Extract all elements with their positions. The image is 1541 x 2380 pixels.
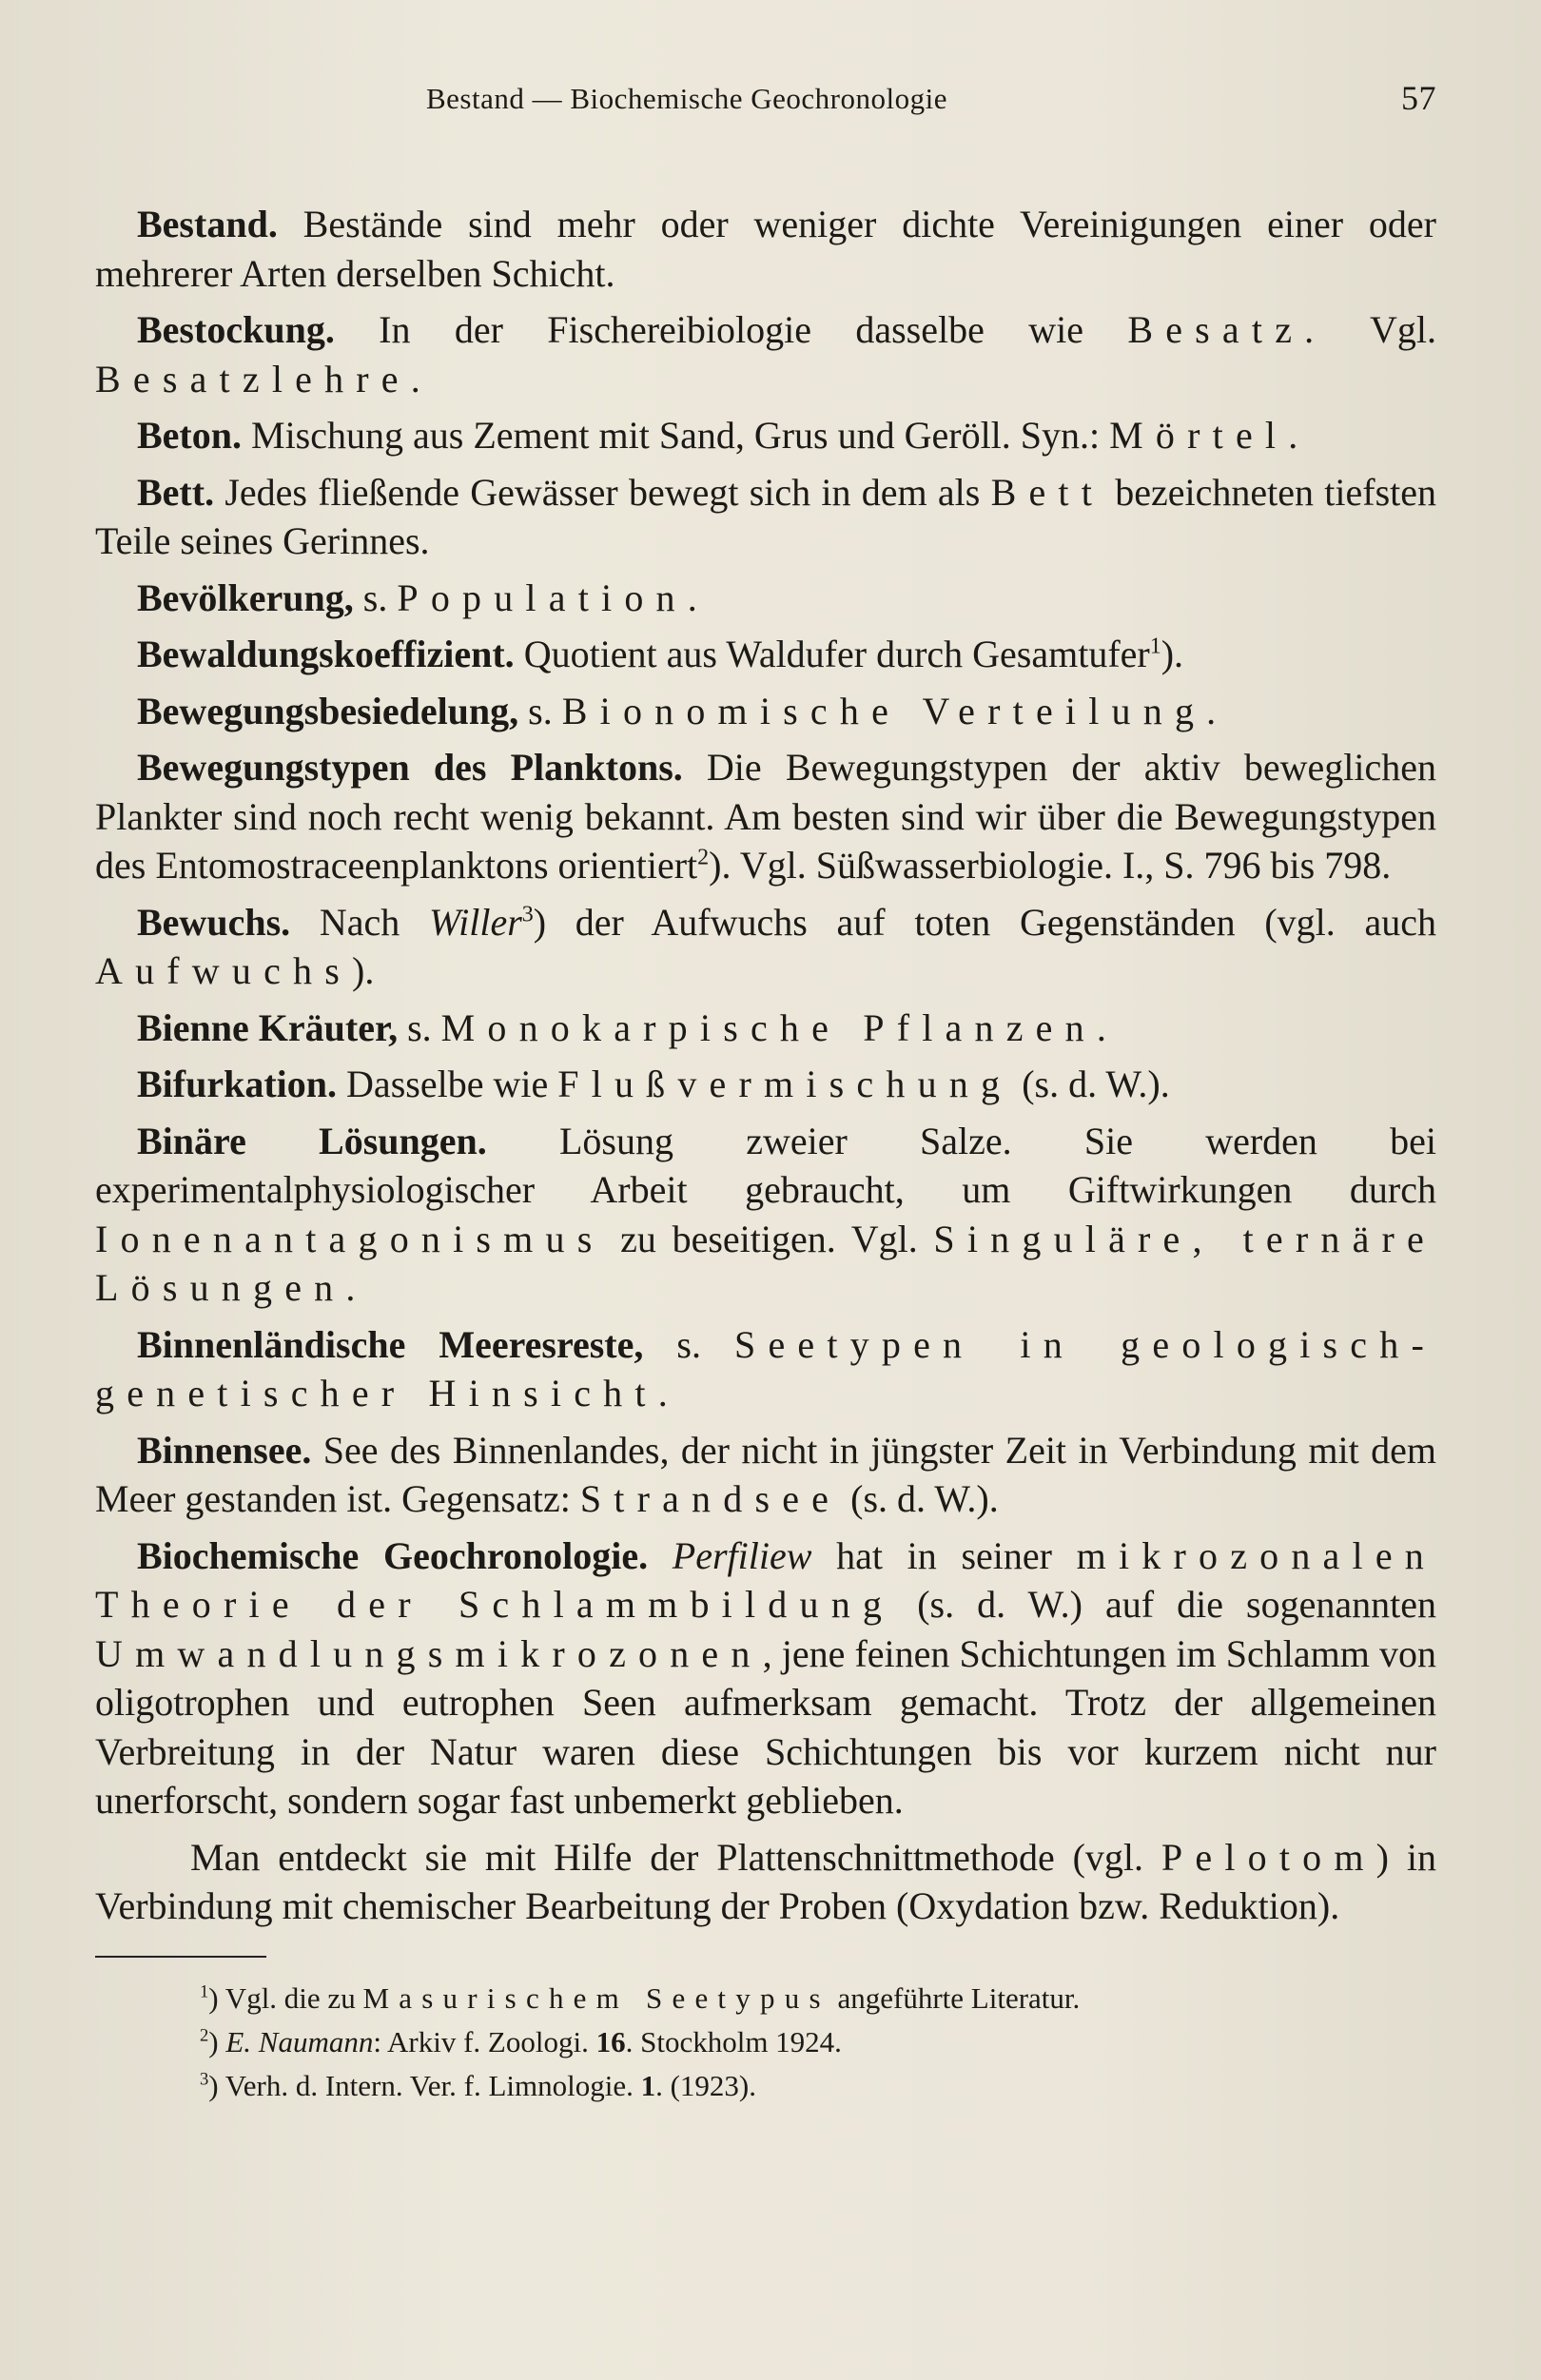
entry-head: Bestockung.: [137, 308, 335, 351]
footnote-mark: 1: [200, 1981, 209, 2002]
author-name: E. Naumann: [225, 2024, 374, 2058]
entry-text: .: [1288, 414, 1298, 457]
entry-head: Bewegungsbesiedelung,: [137, 689, 519, 732]
entry-text: See des Binnenlandes, der nicht in jüngster Zeit in Verbindung mit dem Meer gestanden ist. Gegensatz:: [95, 1428, 1436, 1520]
entry-head: Biochemische Geochronologie.: [137, 1533, 649, 1577]
entry-text: .: [410, 357, 420, 400]
entry-head: Binäre Lösungen.: [137, 1119, 487, 1162]
spaced-term: Mörtel: [1109, 414, 1289, 457]
entry-bestand: [95, 200, 1436, 298]
entry-text: s.: [398, 1005, 441, 1049]
footnote-text: ): [208, 2024, 226, 2058]
entry-bett: [95, 468, 1436, 566]
footnote-text: angeführte Literatur.: [829, 1980, 1081, 2015]
entry-text: s.: [518, 689, 562, 732]
spaced-term: Singuläre, ternäre Lösungen: [95, 1217, 1437, 1309]
entry-head: Bevölkerung,: [137, 575, 354, 619]
entry-head: Bienne Kräuter,: [137, 1005, 399, 1049]
spaced-term: Masurischem Seetypus: [362, 1980, 830, 2015]
entry-text: Mischung aus Zement mit Sand, Grus und Geröll. Syn.:: [242, 414, 1110, 457]
spaced-term: Besatzlehre: [95, 357, 411, 400]
entry-bifurkation: [95, 1060, 1436, 1109]
entry-text: Dasselbe wie: [337, 1063, 558, 1105]
body-paragraph: [95, 1833, 1436, 1931]
spaced-term: Flußvermischung: [557, 1063, 1013, 1105]
entry-text: Vgl.: [1326, 308, 1436, 351]
spaced-term: Seetypen in geologisch-genetischer Hinsicht: [95, 1322, 1436, 1414]
footnote-ref: 3: [521, 902, 534, 927]
spaced-term: Ionenantagonismus: [95, 1217, 605, 1260]
footnote-mark: 3: [200, 2069, 209, 2090]
entry-biochemische-geochronologie: [95, 1531, 1436, 1825]
entry-text: .: [657, 1372, 668, 1414]
entry-head: Bewuchs.: [137, 900, 291, 944]
entry-text: (s. d. W.).: [1012, 1063, 1170, 1105]
entry-text: .: [1096, 1005, 1106, 1049]
entry-text: zu beseitigen. Vgl.: [604, 1217, 934, 1260]
entry-binnensee: [95, 1426, 1436, 1524]
entry-bevoelkerung: [95, 574, 1436, 623]
spaced-term: Bionomische Verteilung: [561, 689, 1207, 732]
footnote-mark: 2: [200, 2025, 209, 2046]
entry-head: Bett.: [137, 470, 215, 514]
entries-body: [95, 200, 1436, 1931]
entry-binnenlaendische-meeresreste: [95, 1320, 1436, 1418]
footnote-text: : Arkiv f. Zoologi.: [373, 2024, 596, 2058]
entry-bewaldungskoeffizient: [95, 630, 1436, 679]
footnote-text: . (1923).: [655, 2068, 757, 2102]
entry-text: s.: [643, 1322, 734, 1366]
entry-head: Bewegungstypen des Planktons.: [137, 746, 683, 789]
entry-head: Binnenländische Meeresreste,: [137, 1322, 644, 1366]
footnotes: [95, 1977, 1436, 2108]
footnote-1: [200, 1977, 1436, 2020]
entry-text: .: [345, 1266, 356, 1309]
entry-text: hat in seiner: [811, 1533, 1077, 1577]
footnote-text: ) Verh. d. Intern. Ver. f. Limnologie.: [208, 2068, 641, 2102]
paragraph-text: ) in Verbindung mit chemischer Bearbeitung der Proben (Oxydation bzw. Reduktion).: [95, 1835, 1436, 1927]
footnote-3: [200, 2064, 1436, 2108]
footnote-text: ) Vgl. die zu: [208, 1980, 363, 2015]
entry-head: Bestand.: [137, 203, 278, 245]
entry-text: [648, 1534, 673, 1577]
entry-text: Jedes fließende Gewässer bewegt sich in dem als: [214, 470, 991, 514]
entry-bewuchs: [95, 898, 1436, 996]
entry-text: Die Bewegungstypen der aktiv beweglichen Plankter sind noch recht wenig bekannt. Am besten sind wir über die Bewegungstypen des Entomostraceenplanktons orientiert: [95, 746, 1437, 887]
footnote-ref: 1: [1149, 634, 1161, 659]
entry-text: ) der Aufwuchs auf toten Gegenständen (vgl. auch: [533, 900, 1436, 944]
entry-head: Binnensee.: [137, 1428, 312, 1472]
entry-text: .: [1206, 689, 1217, 732]
spaced-term: Strandsee: [579, 1477, 842, 1520]
spaced-term: mikrozonalen Theorie der Schlammbildung: [95, 1533, 1436, 1626]
entry-text: bezeichneten tiefsten Teile seines Gerinnes.: [95, 470, 1437, 562]
author-name: Willer: [428, 900, 522, 944]
entry-text: (s. d. W.).: [841, 1477, 999, 1520]
entry-head: Bewaldungskoeffizient.: [137, 633, 515, 675]
author-name: Perfiliew: [672, 1533, 812, 1577]
entry-text: Quotient aus Waldufer durch Gesamtufer: [514, 633, 1150, 675]
entry-text: ).: [1161, 633, 1184, 675]
entry-head: Bifurkation.: [137, 1063, 338, 1105]
entry-bestockung: [95, 305, 1436, 403]
spaced-term: Pelotom: [1161, 1835, 1376, 1879]
spaced-term: Umwandlungsmikrozonen: [95, 1631, 763, 1675]
footnote-rule: [95, 1956, 266, 1958]
entry-bewegungsbesiedelung: [95, 687, 1436, 736]
entry-beton: [95, 411, 1436, 460]
entry-text: Nach: [290, 900, 429, 944]
entry-bewegungstypen: [95, 743, 1436, 890]
entry-binaere-loesungen: [95, 1117, 1436, 1313]
entry-bienne-kraeuter: [95, 1004, 1436, 1053]
entry-text: .: [687, 575, 697, 619]
spaced-term: Besatz.: [1127, 308, 1327, 351]
entry-text: Bestände sind mehr oder weniger dichte Vereinigungen einer oder mehrerer Arten derselben Schicht.: [95, 203, 1436, 295]
spaced-term: Population: [397, 575, 688, 619]
spaced-term: Bett: [990, 470, 1105, 514]
entry-text: Lösung zweier Salze. Sie werden bei experimentalphysiologischer Arbeit gebraucht, um Giftwirkungen durch: [95, 1119, 1436, 1211]
footnote-text: . Stockholm 1924.: [625, 2024, 842, 2058]
entry-head: Beton.: [137, 414, 242, 457]
running-head: [95, 76, 1436, 133]
entry-text: (s. d. W.) auf die sogenannten: [894, 1583, 1436, 1626]
volume-number: 16: [595, 2024, 626, 2058]
spaced-term: Monokarpische Pflanzen: [440, 1005, 1097, 1049]
running-head-title: Bestand — Biochemische Geochronologie: [426, 82, 947, 115]
footnote-ref: 2: [697, 845, 710, 870]
volume-number: 1: [640, 2068, 656, 2102]
paragraph-text: Man entdeckt sie mit Hilfe der Plattenschnittmethode (vgl.: [190, 1835, 1161, 1879]
spaced-term: Aufwuchs: [95, 949, 353, 992]
page-number: 57: [1401, 79, 1436, 117]
footnote-2: [200, 2020, 1436, 2064]
entry-text: ).: [352, 949, 375, 992]
entry-text: , jene feinen Schichtungen im Schlamm von oligotrophen und eutrophen Seen aufmerksam gemacht. Trotz der allgemeinen Verbreitung in der Natur waren diese Schichtungen bis vor kurzem nicht nur unerforscht, sondern sogar fast unbemerkt geblieben.: [95, 1631, 1436, 1822]
entry-text: In der Fischereibiologie dasselbe wie: [334, 308, 1128, 351]
entry-text: ). Vgl. Süßwasserbiologie. I., S. 796 bis 798.: [709, 844, 1392, 887]
entry-text: s.: [353, 575, 398, 619]
